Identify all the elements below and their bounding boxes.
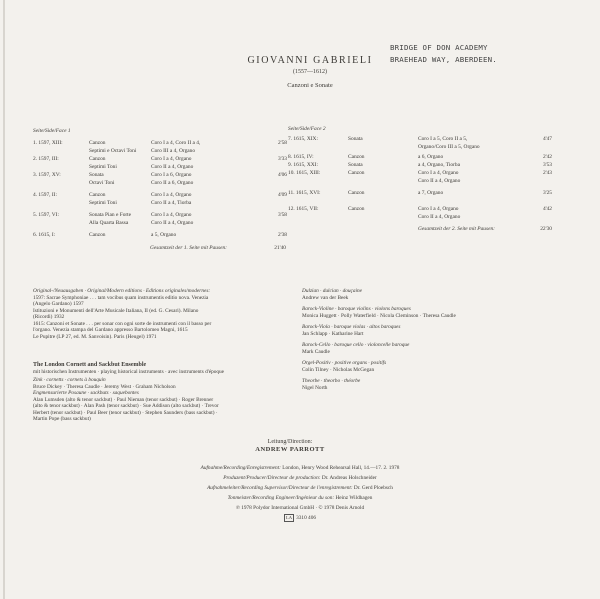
catalog-box: LA — [286, 515, 293, 520]
ensemble-desc: mit historischen Instrumenten · playing historical instruments · avec instruments d'époque — [33, 368, 225, 375]
track-row — [288, 136, 553, 150]
player-names: Jan Schlapp · Katharine Hart — [302, 330, 364, 337]
track-work: Octavi Toni — [89, 180, 115, 186]
track-work: Canzon — [348, 190, 365, 196]
track-duration: 4'09 — [277, 192, 287, 198]
composer-name: GIOVANNI GABRIELI — [247, 55, 373, 66]
track-number: 7. 1615, XIX: — [288, 136, 318, 142]
edition-line: Le Pupitre (LP 27, ed. M. Sanvoisin). Paris (Heugel) 1971 — [33, 333, 157, 340]
track-scoring: Coro I a 4, Organo — [418, 170, 459, 176]
track-work: Sonata — [348, 136, 363, 142]
stamp-line-1: BRIDGE OF DON ACADEMY — [390, 43, 488, 52]
editions-heading: Original-/Neuausgaben · Original/Modern editions · Editions originales/modernes: — [33, 288, 211, 294]
credit-line — [160, 483, 440, 493]
track-row — [33, 192, 288, 206]
track-duration: 4'06 — [277, 172, 287, 178]
track-scoring: a 5, Organo — [151, 232, 177, 238]
side1-title: Seite/Side/Face 1 — [33, 128, 71, 134]
header — [230, 55, 390, 89]
ensemble — [33, 362, 224, 423]
track-row — [288, 206, 553, 220]
track-number: 6. 1615, I: — [33, 232, 56, 238]
zink-label: Zink · cornetts · cornets à bouquin — [33, 377, 106, 383]
track-scoring: Coro I a 4, Organo — [151, 192, 192, 198]
track-scoring: Coro I a 4, Organo — [418, 206, 459, 212]
track-scoring: Coro II a 4, Tiorba — [151, 200, 192, 206]
zink-players: Bruce Dickey · Theresa Caudle · Jeremy West · Graham Nicholson — [33, 383, 176, 390]
track-row — [33, 212, 288, 226]
track-work: Canzon — [348, 206, 365, 212]
track-row — [33, 156, 288, 170]
player-group — [302, 306, 456, 319]
side2-title: Seite/Side/Face 2 — [288, 126, 326, 132]
track-scoring: Coro I a 4, Organo — [151, 156, 192, 162]
track-number: 2. 1597, III: — [33, 156, 59, 162]
credit-value: Dr. Gerd Ploebsch — [352, 485, 393, 491]
instrument-label: Barock-Viola · baroque violas · altos baroques — [302, 324, 401, 330]
copyright-line: ℗ 1978 Polydor International GmbH · © 1978 Denis Arnold — [235, 505, 365, 511]
catalog-value: 3310 406 — [296, 515, 316, 521]
track-number: 3. 1597, XV: — [33, 172, 61, 178]
side2-total-label: Gesamtzeit der 2. Seite mit Pausen: — [418, 226, 495, 232]
track-duration: 3'58 — [277, 212, 287, 218]
edition-line: (Ricordi) 1932 — [33, 314, 65, 320]
composer-dates: (1557—1612) — [293, 69, 327, 75]
player-names: Monica Huggett · Polly Waterfield · Nicola Cleminson · Theresa Caudle — [302, 312, 456, 319]
track-scoring: Coro I a 4, Coro II a 4, — [151, 140, 201, 146]
track-work: Canzon — [89, 232, 106, 238]
track-duration: 3'53 — [542, 162, 552, 168]
track-scoring: Coro II a 4, Organo — [418, 214, 461, 220]
track-work: Canzon — [348, 154, 365, 160]
edition-line: 1597: Sacrae Symphoniae . . . tam vocibus quam instrumentis editio nova. Venezia — [33, 294, 209, 301]
track-scoring: Coro III a 4, Organo — [151, 148, 196, 154]
player-names: Mark Caudle — [302, 348, 330, 355]
conductor-name: ANDREW PARROTT — [255, 446, 325, 453]
player-group — [302, 360, 456, 373]
side1-total-time: 21'40 — [274, 245, 286, 251]
track-row — [33, 140, 288, 154]
track-work: Sonata Pian e Forte — [89, 212, 132, 218]
stamp-line-2: BRAEHEAD WAY, ABERDEEN. — [390, 55, 497, 64]
instrument-label: Theorbe · theorbo · théorbe — [302, 378, 361, 384]
edition-line: Istituzioni e Monumenti dell'Arte Musicale Italiana, II (ed. G. Cesari). Milano — [33, 307, 199, 314]
track-work: Canzon — [89, 140, 106, 146]
credit-line — [160, 473, 440, 483]
catalog-number — [160, 513, 440, 523]
player-group — [302, 378, 456, 391]
track-scoring: Coro I a 6, Organo — [151, 172, 192, 178]
track-number: 4. 1597, II: — [33, 192, 57, 198]
track-work: Septimi Toni — [89, 164, 117, 170]
track-duration: 4'42 — [542, 206, 552, 212]
edition-line: 1615: Canzoni et Sonate . . . per sonar con ogni sorte de instrumenti con il basso per — [33, 320, 212, 327]
track-duration: 2'42 — [542, 154, 552, 160]
instrument-label: Barock-Cello · baroque cello · violoncelle baroque — [302, 342, 410, 348]
track-scoring: Coro I a 4, Organo — [151, 212, 192, 218]
sackbut-players-line: (alto & tenor sackbut) · Alan Pash (tenor sackbut) · Sue Addison (alto sackbut) · Trevor — [33, 403, 219, 409]
players-column — [302, 288, 456, 396]
track-work: Septimi Toni — [89, 200, 117, 206]
track-row — [288, 170, 553, 184]
track-duration: 3'33 — [277, 156, 287, 162]
track-scoring: Coro II a 4, Organo — [151, 164, 194, 170]
track-duration: 3'25 — [542, 190, 552, 196]
credit-label: Aufnahmeleiter/Recording Supervisor/Directeur de l'enregistrement: — [207, 485, 353, 491]
album-subtitle: Canzoni e Sonate — [287, 82, 333, 89]
player-group — [302, 324, 456, 337]
sackbut-players-line: Herbert (tenor sackbut) · Paul Beer (tenor sackbut) · Stephen Saunders (bass sackbut) · — [33, 409, 218, 416]
ensemble-name: The London Cornett and Sackbut Ensemble — [33, 362, 147, 368]
credit-label: Produzent/Producer/Directeur de production: — [223, 475, 321, 481]
track-number: 8. 1615, IV: — [288, 154, 314, 160]
credit-value: Dr. Andreas Holschneider — [320, 475, 377, 481]
track-work: Septimi e Octavi Toni — [89, 148, 137, 154]
track-scoring: Organo/Coro III a 5, Organo — [418, 144, 480, 150]
sackbut-players-line: Alan Lumsden (alto & tenor sackbut) · Paul Nieman (tenor sackbut) · Roger Brenner — [33, 396, 214, 403]
track-scoring: Coro II a 6, Organo — [151, 180, 194, 186]
player-group — [302, 342, 456, 355]
side2-total-time: 22'30 — [540, 226, 552, 232]
track-number: 11. 1615, XVI: — [288, 190, 321, 196]
production-credits — [160, 463, 440, 523]
credit-value: Heinz Wildhagen — [334, 495, 373, 501]
track-work: Canzon — [348, 170, 365, 176]
track-duration: 2'43 — [542, 170, 552, 176]
track-scoring: a 7, Organo — [418, 190, 444, 196]
player-group — [302, 288, 456, 301]
player-names: Andrew van der Beek — [302, 294, 349, 301]
track-number: 12. 1615, VII: — [288, 206, 319, 212]
direction — [190, 439, 390, 453]
track-number: 9. 1615, XXI: — [288, 162, 318, 168]
page-edge — [3, 0, 5, 599]
track-duration: 2'38 — [277, 232, 287, 238]
credit-line — [160, 493, 440, 503]
edition-line: l'organo. Venezia stampa del Gardano appresso Bartolomeo Magni, 1615 — [33, 327, 188, 333]
track-work: Canzon — [89, 156, 106, 162]
track-work: Canzon — [89, 192, 106, 198]
track-row — [33, 232, 288, 246]
track-number: 5. 1597, VI: — [33, 212, 59, 218]
track-row — [33, 172, 288, 186]
side1-total — [150, 245, 227, 251]
library-stamp — [390, 42, 497, 66]
track-number: 1. 1597, XIII: — [33, 140, 63, 146]
edition-line: (Angelo Gardano) 1597 — [33, 301, 84, 307]
track-scoring: Coro II a 4, Organo — [151, 220, 194, 226]
direction-label: Leitung/Direction: — [267, 439, 313, 445]
track-row — [288, 190, 553, 204]
track-duration: 2'58 — [277, 140, 287, 146]
track-scoring: Coro II a 4, Organo — [418, 178, 461, 184]
track-work: Sonata — [89, 172, 104, 178]
track-duration: 4'47 — [542, 136, 552, 142]
player-names: Nigel North — [302, 384, 328, 391]
credit-value: London, Henry Wood Rehearsal Hall, 14.—17. 2. 1978 — [280, 465, 400, 471]
player-names: Colin Tilney · Nicholas McGegan — [302, 366, 375, 373]
sackbut-label: Engmensurierte Posaune · sackbuts · saquebontes — [33, 390, 139, 396]
side2-total — [418, 226, 495, 232]
editions — [33, 288, 211, 340]
instrument-label: Orgel-Positiv · positive organs · positifs — [302, 360, 387, 366]
sackbut-players-line: Martin Pope (bass sackbut) — [33, 416, 91, 422]
side1-total-label: Gesamtzeit der 1. Seite mit Pausen: — [150, 245, 227, 251]
track-scoring: Coro I a 5, Coro II a 5, — [418, 136, 468, 142]
track-scoring: a 6, Organo — [418, 154, 444, 160]
track-scoring: a 4, Organo, Tiorba — [418, 162, 460, 168]
credit-label: Tonmeister/Recording Engineer/Ingénieur du son: — [227, 495, 335, 501]
credit-label: Aufnahme/Recording/Enregistrement: — [200, 465, 281, 471]
track-number: 10. 1615, XIII: — [288, 170, 321, 176]
instrument-label: Barock-Violine · baroque violins · violons baroques — [302, 306, 411, 312]
track-work: Sonata — [348, 162, 363, 168]
instrument-label: Dulzian · dulcian · douçaine — [302, 288, 363, 294]
track-work: Alla Quarta Bassa — [89, 220, 129, 226]
credit-line — [160, 463, 440, 473]
